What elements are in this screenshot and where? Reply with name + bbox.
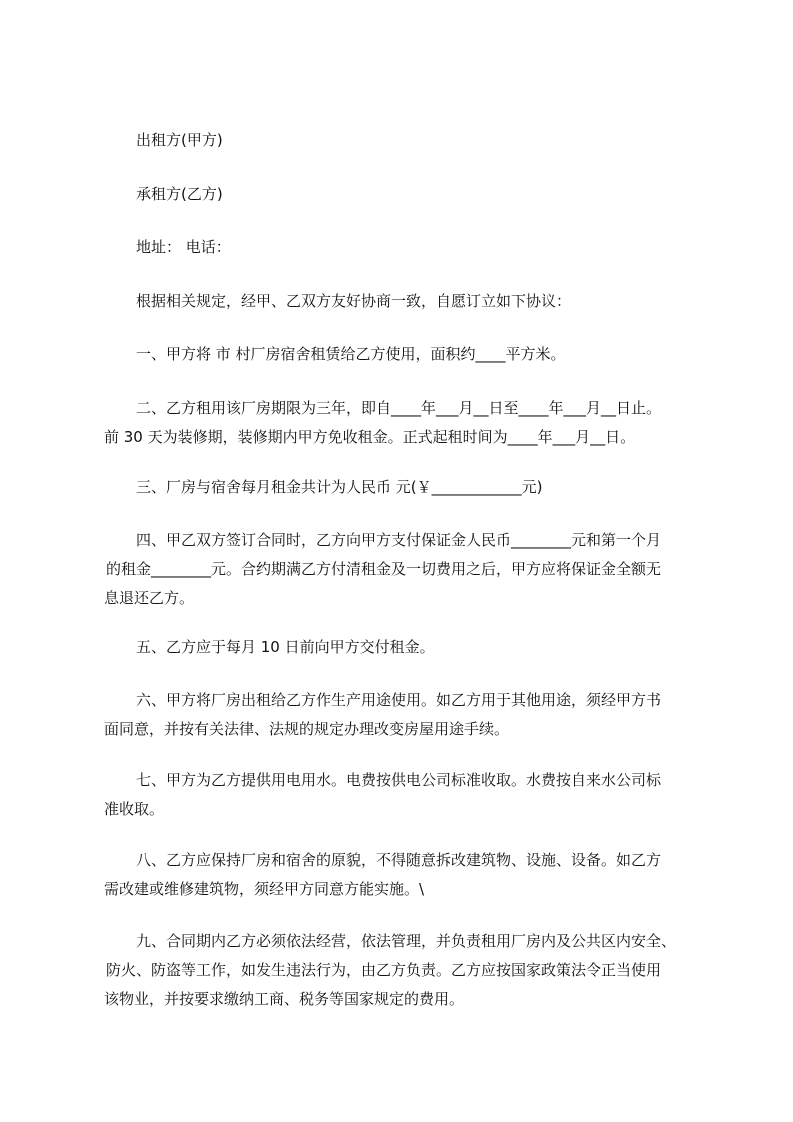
clause-7-paragraph [104, 766, 704, 824]
clause-8-paragraph [104, 846, 704, 904]
text-line: 出租方(甲方) [136, 131, 223, 149]
text-line: 需改建或维修建筑物，须经甲方同意方能实施。\ [104, 880, 425, 898]
text-line: 七、甲方为乙方提供用电用水。电费按供电公司标准收取。水费按自来水公司标 [136, 771, 662, 789]
text-line: 三、厂房与宿舍每月租金共计为人民币 元(￥____________元) [136, 478, 543, 496]
address-line [136, 233, 704, 262]
text-line: 八、乙方应保持厂房和宿舍的原貌，不得随意拆改建筑物、设施、设备。如乙方 [136, 851, 662, 869]
clause-6-paragraph [104, 686, 704, 744]
lessee-line [136, 180, 704, 209]
clause-9-paragraph [104, 927, 704, 1014]
text-line: 该物业，并按要求缴纳工商、税务等国家规定的费用。 [104, 990, 465, 1008]
text-line: 四、甲乙双方签订合同时，乙方向甲方支付保证金人民币________元和第一个月 [136, 531, 662, 549]
text-line: 五、乙方应于每月 10 日前向甲方交付租金。 [136, 638, 435, 656]
lessor-line [136, 126, 704, 155]
text-line: 防火、防盗等工作，如发生违法行为，由乙方负责。乙方应按国家政策法令正当使用 [106, 961, 662, 979]
clause-1-paragraph [136, 340, 704, 369]
clause-2-paragraph [104, 394, 704, 452]
preamble-paragraph [136, 287, 704, 316]
text-line: 息退还乙方。 [104, 589, 195, 607]
text-line: 的租金________元。合约期满乙方付清租金及一切费用之后，甲方应将保证金全额无 [106, 560, 662, 578]
text-line: 根据相关规定，经甲、乙双方友好协商一致，自愿订立如下协议： [136, 292, 572, 310]
text-line: 前 30 天为装修期，装修期内甲方免收租金。正式起租时间为____年___月__日。 [104, 428, 636, 446]
clause-3-paragraph [136, 473, 704, 502]
text-line: 九、合同期内乙方必须依法经营，依法管理，并负责租用厂房内及公共区内安全、 [136, 932, 677, 950]
text-line: 准收取。 [104, 800, 165, 818]
text-line: 承租方(乙方) [136, 185, 223, 203]
clause-4-paragraph [104, 526, 704, 613]
text-line: 六、甲方将厂房出租给乙方作生产用途使用。如乙方用于其他用途，须经甲方书 [136, 691, 662, 709]
text-line: 面同意，并按有关法律、法规的规定办理改变房屋用途手续。 [104, 720, 510, 738]
text-line: 二、乙方租用该厂房期限为三年，即自____年___月__日至____年___月__日止。 [136, 399, 662, 417]
clause-5-paragraph [136, 633, 704, 662]
text-line: 地址： 电话： [136, 238, 231, 256]
text-line: 一、甲方将 市 村厂房宿舍租赁给乙方使用，面积约____平方米。 [136, 345, 566, 363]
